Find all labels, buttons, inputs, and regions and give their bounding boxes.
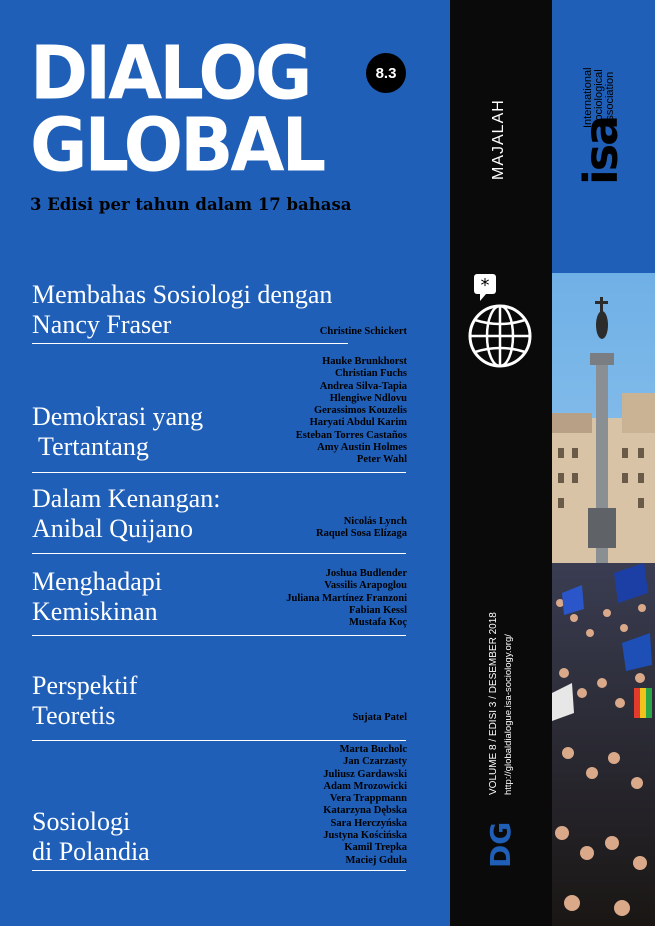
section-title-line: Dalam Kenangan: (32, 484, 221, 513)
author-name: Mustafa Koç (348, 617, 407, 629)
svg-text:*: * (480, 275, 490, 296)
section-title-line: Nancy Fraser (32, 310, 172, 339)
section-title-poverty (32, 567, 162, 627)
section-authors-poland (323, 744, 407, 867)
isa-name (583, 67, 616, 128)
author-name: Hlengiwe Ndlovu (329, 392, 407, 404)
section-title-democracy (32, 402, 203, 462)
section-authors-quijano (316, 516, 407, 541)
author-name: Christine Schickert (319, 326, 407, 337)
author-name: Andrea Silva-Tapia (319, 380, 407, 392)
author-name: Nicolás Lynch (343, 516, 407, 527)
author-name: Amy Austin Holmes (317, 442, 407, 454)
section-divider (32, 740, 406, 741)
author-name: Juliusz Gardawski (323, 768, 407, 780)
globe-speech-icon (466, 272, 536, 372)
author-name: Raquel Sosa Elízaga (315, 528, 407, 540)
issue-badge: 8.3 (366, 53, 406, 93)
isa-name-line: International (582, 67, 594, 128)
section-title-theory (32, 671, 137, 731)
section-divider (32, 870, 406, 871)
spine-volume-info: VOLUME 8 / EDISI 3 / DESEMBER 2018 (488, 612, 499, 795)
section-title-line: Demokrasi yang (32, 402, 204, 431)
isa-logo: isa (574, 116, 628, 185)
section-title-line: Anibal Quijano (32, 514, 194, 543)
author-name: Gerassimos Kouzelis (313, 405, 407, 417)
subtitle: 3 Edisi per tahun dalam 17 bahasa (30, 195, 352, 214)
author-name: Justyna Kościńska (323, 830, 407, 842)
section-title-line: di Polandia (32, 837, 150, 866)
section-title-line: Perspektif (32, 671, 138, 700)
section-divider (32, 635, 406, 636)
author-name: Marta Bucholc (339, 744, 407, 755)
isa-name-line: Association (604, 71, 616, 128)
section-title-line: Sosiologi (32, 807, 131, 836)
section-title-line: Kemiskinan (32, 597, 158, 626)
isa-name-line: Sociological (593, 69, 605, 128)
author-name: Sujata Patel (352, 712, 407, 723)
spine-dg-logo: DG (484, 821, 517, 868)
spine-label: MAJALAH (490, 99, 507, 180)
section-title-line: Teoretis (32, 701, 116, 730)
author-name: Christian Fuchs (334, 368, 407, 380)
section-title-line: Tertantang (32, 432, 149, 461)
author-name: Juliana Martínez Franzoni (286, 592, 407, 604)
section-title-line: Menghadapi (32, 567, 162, 596)
author-name: Adam Mrozowicki (323, 780, 407, 792)
author-name: Kamil Trepka (344, 842, 407, 854)
magazine-title-line2: GLOBAL (30, 101, 324, 189)
author-name: Fabian Kessl (348, 604, 407, 616)
section-title-poland (32, 807, 150, 867)
section-divider (32, 343, 348, 344)
section-authors-poverty (286, 568, 407, 629)
section-title-line: Membahas Sosiologi dengan (32, 280, 333, 309)
section-authors-democracy (296, 356, 407, 467)
author-name: Hauke Brunkhorst (322, 356, 407, 367)
author-name: Esteban Torres Castaños (295, 429, 407, 441)
author-name: Jan Czarzasty (343, 756, 407, 768)
cover-photo-warsaw-protest (552, 273, 655, 926)
author-name: Vassilis Arapoglou (324, 580, 407, 592)
magazine-title-line1: DIALOG (30, 29, 310, 117)
section-title-quijano (32, 484, 220, 544)
author-name: Vera Trappmann (329, 793, 407, 805)
author-name: Haryati Abdul Karim (309, 417, 407, 429)
author-name: Katarzyna Dębska (323, 805, 407, 817)
spine-label-box (490, 88, 510, 188)
section-authors-fraser (320, 326, 407, 338)
section-divider (32, 472, 406, 473)
section-authors-theory (352, 712, 407, 724)
author-name: Sara Herczyńska (330, 817, 407, 829)
photo-illustration (552, 273, 655, 926)
author-name: Peter Wahl (356, 454, 407, 466)
section-title-fraser (32, 280, 332, 340)
spine-url: http://globaldialogue.isa-sociology.org/ (503, 634, 514, 795)
author-name: Joshua Budlender (325, 568, 407, 579)
section-divider (32, 553, 406, 554)
author-name: Maciej Gdula (345, 854, 407, 866)
